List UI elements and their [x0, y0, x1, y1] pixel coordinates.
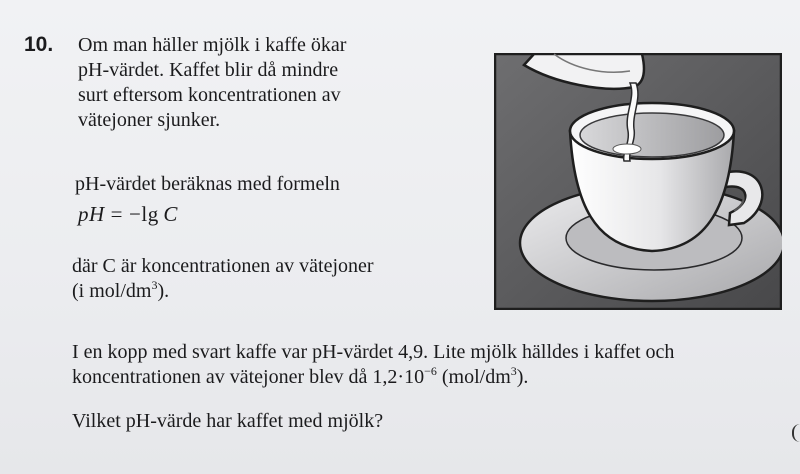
exponent: 3 [510, 364, 517, 378]
problem-statement [72, 340, 674, 390]
concentration-definition [72, 254, 374, 304]
problem-line-close: ). [516, 366, 529, 388]
coffee-cup-milk-pour-icon [494, 53, 782, 310]
question-intro [78, 33, 408, 133]
ph-formula [78, 202, 178, 227]
formula-lead-text: pH-värdet beräknas med formeln [75, 173, 340, 195]
formula-variable: C [163, 202, 178, 226]
problem-line: I en kopp med svart kaffe var pH-värdet 4,9. Lite mjölk hälldes i kaffet och [72, 341, 675, 363]
problem-line-unit: (mol/dm [436, 366, 511, 388]
definition-unit-text: (i mol/dm [72, 280, 152, 302]
intro-line: pH-värdet. Kaffet blir då mindre [78, 59, 339, 81]
intro-line: surt eftersom koncentrationen av [78, 84, 341, 106]
exponent: −6 [424, 364, 437, 378]
definition-line: där C är koncentrationen av vätejoner [72, 255, 374, 277]
exponent: 3 [151, 278, 158, 292]
formula-minus-lg: −lg [129, 202, 159, 226]
problem-line [72, 365, 674, 390]
milk-splash [613, 144, 641, 154]
page-edge-mark [792, 424, 800, 442]
question-number: 10. [24, 33, 54, 56]
intro-line: Om man häller mjölk i kaffe ökar [78, 34, 347, 56]
definition-line [72, 279, 374, 304]
problem-line-text: koncentrationen av vätejoner blev då 1,2·10 [72, 366, 425, 388]
intro-line: vätejoner sjunker. [78, 109, 221, 131]
formula-equals: = [110, 202, 124, 226]
question-prompt: Vilket pH-värde har kaffet med mjölk? [72, 410, 384, 432]
coffee-surface [580, 113, 724, 157]
definition-unit-close: ). [157, 280, 170, 302]
formula-lhs: pH [78, 202, 105, 226]
